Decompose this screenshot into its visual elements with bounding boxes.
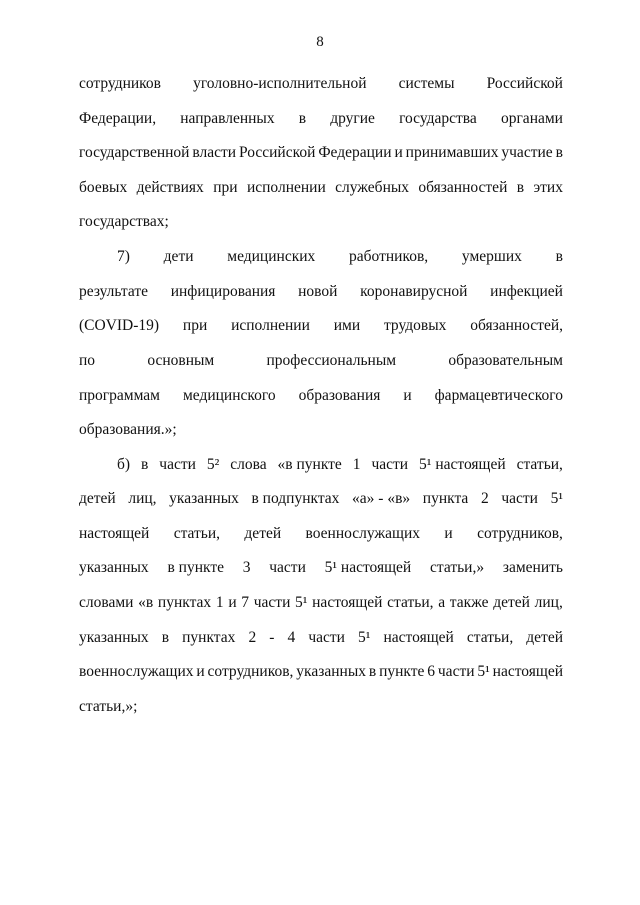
word: и bbox=[394, 144, 403, 161]
word: 3 bbox=[242, 559, 251, 576]
text-line bbox=[79, 524, 563, 544]
word: системы bbox=[398, 75, 455, 92]
word: 2 bbox=[248, 629, 257, 646]
word: образования.»; bbox=[79, 421, 177, 438]
word: статьи,»; bbox=[79, 698, 138, 715]
word: программам bbox=[79, 387, 160, 404]
word: принимавших bbox=[405, 144, 499, 161]
word: 5¹ bbox=[295, 594, 308, 611]
word: государственной bbox=[79, 144, 190, 161]
page-number: 8 bbox=[316, 34, 324, 50]
word: 6 bbox=[427, 663, 436, 680]
word: пунктах bbox=[182, 629, 236, 646]
word: и bbox=[196, 663, 205, 680]
word: лиц, bbox=[128, 490, 157, 507]
word: части bbox=[253, 594, 291, 611]
text-line bbox=[79, 178, 563, 198]
word: детей bbox=[79, 490, 116, 507]
word: 7) bbox=[117, 248, 130, 265]
word: власти bbox=[192, 144, 237, 161]
word: 5¹ настоящей bbox=[324, 559, 412, 576]
word: при bbox=[213, 179, 238, 196]
word: дети bbox=[163, 248, 194, 265]
word: и bbox=[403, 387, 412, 404]
word: действиях bbox=[136, 179, 204, 196]
text-line bbox=[79, 386, 563, 406]
word: 5¹ настоящей bbox=[419, 456, 506, 473]
word: в пункте bbox=[167, 559, 224, 576]
word: детей bbox=[526, 629, 563, 646]
word: 5¹ bbox=[358, 629, 371, 646]
word: «а» - «в» bbox=[352, 490, 411, 507]
word: статьи, bbox=[387, 594, 434, 611]
word: пункте bbox=[379, 663, 425, 680]
word: пунктах bbox=[157, 594, 212, 611]
word: медицинского bbox=[182, 387, 276, 404]
word: трудовых bbox=[383, 317, 447, 334]
word: и bbox=[228, 594, 237, 611]
word: этих bbox=[533, 179, 563, 196]
word: государства bbox=[399, 110, 477, 127]
word: статьи, bbox=[516, 456, 563, 473]
word: 1 bbox=[352, 456, 361, 473]
text-line bbox=[117, 455, 563, 475]
text-line bbox=[79, 558, 563, 578]
word: части bbox=[371, 456, 409, 473]
word: настоящей bbox=[312, 594, 383, 611]
word: исполнении bbox=[246, 179, 326, 196]
word: сотрудников, bbox=[207, 663, 294, 680]
word: указанных bbox=[169, 490, 239, 507]
word: инфицирования bbox=[170, 283, 276, 300]
word: слова bbox=[230, 456, 267, 473]
word: умерших bbox=[461, 248, 522, 265]
word: словами bbox=[79, 594, 134, 611]
word: части bbox=[501, 490, 538, 507]
word: ими bbox=[333, 317, 361, 334]
word: 5¹ bbox=[550, 490, 563, 507]
word: - bbox=[269, 629, 275, 646]
word: инфекцией bbox=[490, 283, 563, 300]
word: обязанностей bbox=[418, 179, 508, 196]
text-line bbox=[79, 74, 563, 94]
text-line bbox=[79, 282, 563, 302]
word: в bbox=[555, 144, 563, 161]
text-line bbox=[79, 662, 563, 682]
word: работников, bbox=[349, 248, 429, 265]
word: Российской bbox=[486, 75, 563, 92]
word: настоящей bbox=[492, 663, 563, 680]
text-line bbox=[79, 489, 563, 509]
word: «в bbox=[138, 594, 154, 611]
word: 7 bbox=[241, 594, 250, 611]
text-line bbox=[79, 351, 563, 371]
text-line bbox=[79, 212, 563, 232]
word: основным bbox=[147, 352, 215, 369]
word: (COVID-19) bbox=[79, 317, 160, 334]
word: государствах; bbox=[79, 213, 169, 230]
word: в bbox=[516, 179, 525, 196]
word: в подпунктах bbox=[251, 490, 340, 507]
text-line bbox=[117, 247, 563, 267]
word: части bbox=[437, 663, 475, 680]
word: по bbox=[79, 352, 96, 369]
word: б) bbox=[117, 456, 131, 473]
word: уголовно-исполнительной bbox=[193, 75, 367, 92]
word: в bbox=[555, 248, 563, 265]
word: в bbox=[161, 629, 170, 646]
word: в bbox=[368, 663, 377, 680]
word: 5¹ bbox=[477, 663, 490, 680]
word: образования bbox=[298, 387, 381, 404]
word: военнослужащих bbox=[79, 663, 194, 680]
word: военнослужащих bbox=[305, 525, 421, 542]
word: части bbox=[308, 629, 345, 646]
text-line bbox=[79, 316, 563, 336]
word: профессиональным bbox=[266, 352, 397, 369]
word: «в пункте bbox=[277, 456, 342, 473]
word: боевых bbox=[79, 179, 128, 196]
word: заменить bbox=[502, 559, 563, 576]
word: органами bbox=[500, 110, 563, 127]
text-line bbox=[79, 109, 563, 129]
word: новой bbox=[298, 283, 338, 300]
word: служебных bbox=[335, 179, 410, 196]
word: сотрудников bbox=[79, 75, 161, 92]
word: другие bbox=[330, 110, 375, 127]
word: фармацевтического bbox=[434, 387, 563, 404]
word: образовательным bbox=[448, 352, 563, 369]
word: статьи, bbox=[173, 525, 221, 542]
word: также bbox=[449, 594, 489, 611]
word: медицинских bbox=[227, 248, 316, 265]
word: статьи,» bbox=[430, 559, 485, 576]
word: 1 bbox=[215, 594, 224, 611]
word: и bbox=[444, 525, 453, 542]
word: обязанностей, bbox=[470, 317, 563, 334]
word: части bbox=[159, 456, 196, 473]
word: указанных bbox=[79, 559, 149, 576]
word: 2 bbox=[480, 490, 489, 507]
word: Федерации, bbox=[79, 110, 157, 127]
word: лиц, bbox=[534, 594, 563, 611]
word: результате bbox=[79, 283, 148, 300]
word: Российской bbox=[239, 144, 316, 161]
text-line bbox=[79, 593, 563, 613]
word: настоящей bbox=[383, 629, 454, 646]
text-line bbox=[79, 143, 563, 163]
word: настоящей bbox=[79, 525, 150, 542]
word: направленных bbox=[180, 110, 275, 127]
word: части bbox=[269, 559, 306, 576]
word: при bbox=[182, 317, 208, 334]
word: в bbox=[141, 456, 149, 473]
word: коронавирусной bbox=[360, 283, 468, 300]
text-line bbox=[79, 697, 563, 717]
word: исполнении bbox=[231, 317, 310, 334]
word: Федерации bbox=[318, 144, 392, 161]
text-line bbox=[79, 628, 563, 648]
text-line bbox=[79, 420, 563, 440]
word: в bbox=[298, 110, 307, 127]
word: указанных bbox=[79, 629, 149, 646]
word: 4 bbox=[287, 629, 296, 646]
word: пункта bbox=[422, 490, 469, 507]
word: указанных bbox=[296, 663, 366, 680]
word: а bbox=[438, 594, 446, 611]
word: участие bbox=[501, 144, 553, 161]
word: детей bbox=[493, 594, 530, 611]
word: 5² bbox=[206, 456, 220, 473]
word: сотрудников, bbox=[477, 525, 563, 542]
word: детей bbox=[244, 525, 282, 542]
word: статьи, bbox=[466, 629, 514, 646]
